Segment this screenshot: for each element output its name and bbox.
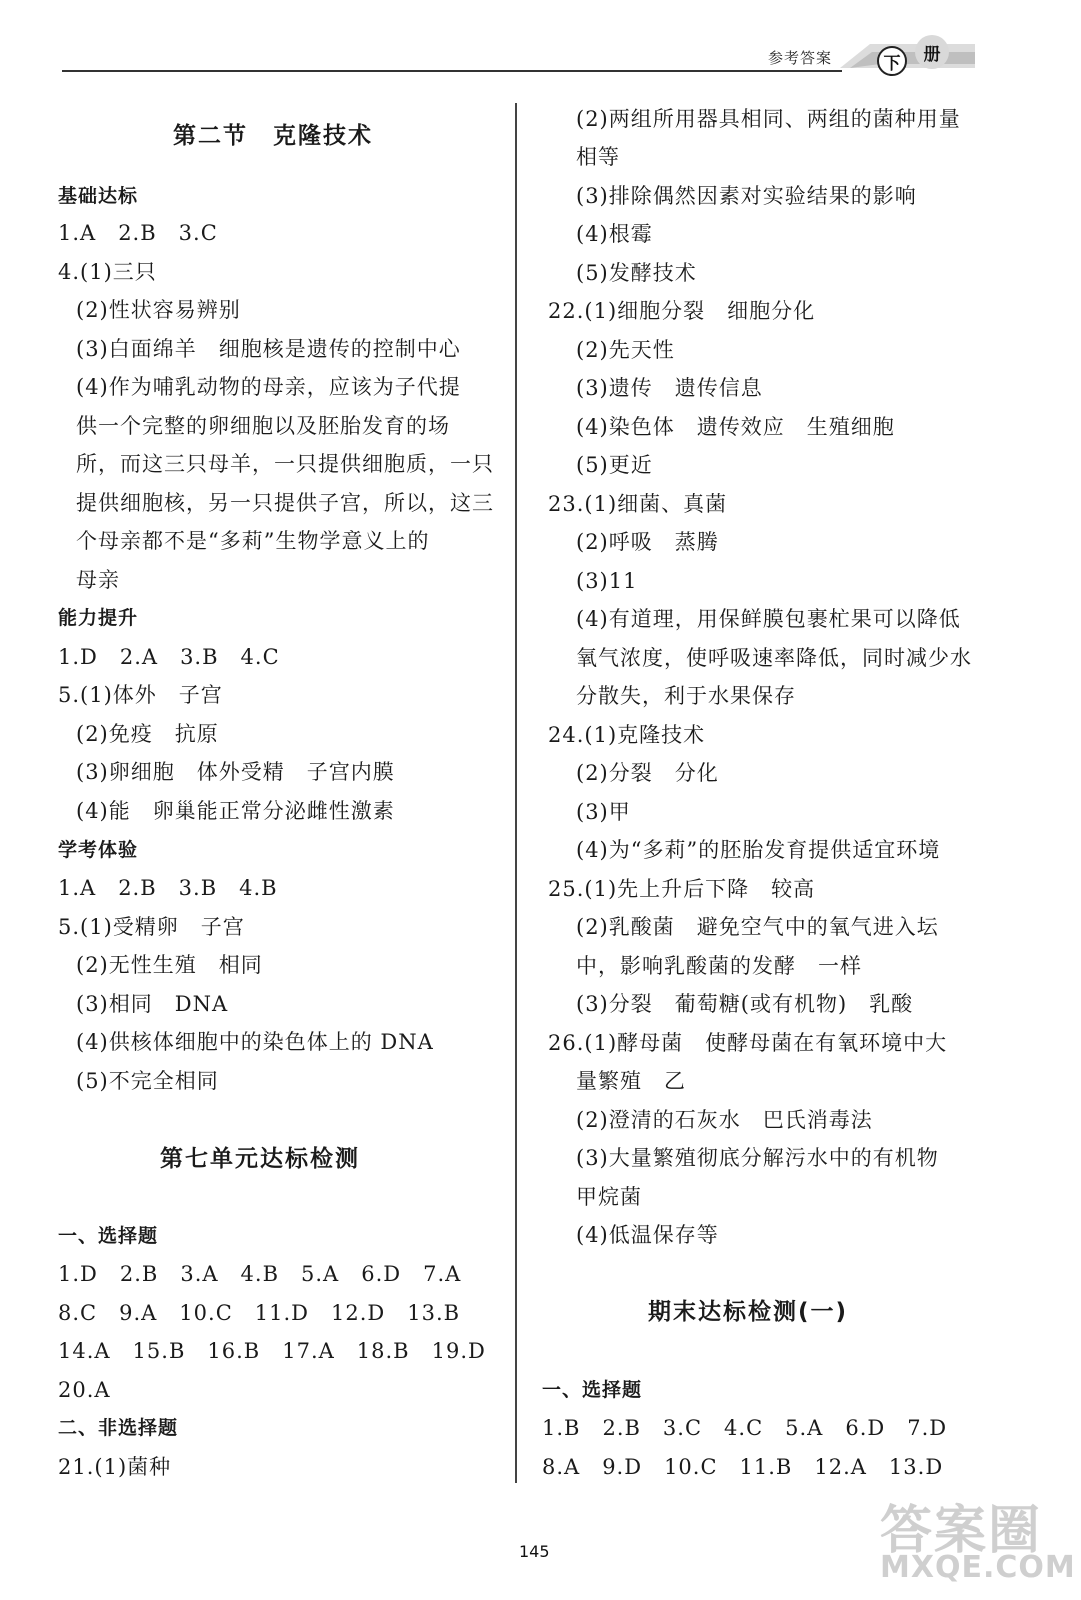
answer-line: (3)大量繁殖彻底分解污水中的有机物 xyxy=(576,1146,939,1170)
answer-line: (4)根霉 xyxy=(576,222,653,246)
answer-line: (5)发酵技术 xyxy=(576,261,697,285)
answer-line: 相等 xyxy=(576,145,620,169)
answer-line: 8.C 9.A 10.C 11.D 12.D 13.B xyxy=(58,1301,461,1325)
answer-line: 1.B 2.B 3.C 4.C 5.A 6.D 7.D xyxy=(542,1416,948,1440)
answer-line: 4.(1)三只 xyxy=(58,260,157,284)
answer-line: 8.A 9.D 10.C 11.B 12.A 13.D xyxy=(542,1455,944,1479)
answer-line: 分散失，利于水果保存 xyxy=(576,684,796,708)
answer-line: 所，而这三只母羊，一只提供细胞质，一只 xyxy=(76,452,494,476)
arrow-band-icon xyxy=(840,38,975,72)
answer-line: 母亲 xyxy=(76,568,120,592)
section-title: 第二节 克隆技术 xyxy=(173,123,373,149)
answer-line: 供一个完整的卵细胞以及胚胎发育的场 xyxy=(76,414,450,438)
answer-line: 氧气浓度，使呼吸速率降低，同时减少水 xyxy=(576,646,972,670)
answer-line: (2)分裂 分化 xyxy=(576,761,719,785)
answer-line: (5)不完全相同 xyxy=(76,1069,219,1093)
answer-line: (2)澄清的石灰水 巴氏消毒法 xyxy=(576,1108,873,1132)
answer-line: (4)低温保存等 xyxy=(576,1223,719,1247)
answer-line: 24.(1)克隆技术 xyxy=(548,723,706,747)
answer-line: (3)相同 DNA xyxy=(76,992,229,1016)
header-label: 参考答案 xyxy=(768,49,833,67)
answer-line: (3)11 xyxy=(576,569,638,593)
answer-line: 22.(1)细胞分裂 细胞分化 xyxy=(548,299,816,323)
volume-badge-lower: 下 xyxy=(877,46,907,76)
watermark-text-top: 答案圈 xyxy=(880,1501,1043,1561)
choice-heading: 一、选择题 xyxy=(58,1225,159,1247)
answer-line: (2)呼吸 蒸腾 xyxy=(576,530,719,554)
answer-line: (4)供核体细胞中的染色体上的 DNA xyxy=(76,1030,434,1054)
ability-heading: 能力提升 xyxy=(58,607,139,629)
final-choice-heading: 一、选择题 xyxy=(542,1379,643,1401)
nonchoice-heading: 二、非选择题 xyxy=(58,1417,179,1439)
answer-line: 中，影响乳酸菌的发酵 一样 xyxy=(576,954,862,978)
answer-line: (2)先天性 xyxy=(576,338,675,362)
answer-line: (4)作为哺乳动物的母亲，应该为子代提 xyxy=(76,375,461,399)
answer-line: 提供细胞核，另一只提供子宫，所以，这三 xyxy=(76,491,494,515)
answer-line: 26.(1)酵母菌 使酵母菌在有氧环境中大 xyxy=(548,1031,948,1055)
answer-line: 甲烷菌 xyxy=(576,1185,642,1209)
answer-line: (4)为“多莉”的胚胎发育提供适宜环境 xyxy=(576,838,941,862)
answer-line: (4)有道理，用保鲜膜包裹杧果可以降低 xyxy=(576,607,961,631)
answer-line: (4)染色体 遗传效应 生殖细胞 xyxy=(576,415,895,439)
answer-line: 21.(1)菌种 xyxy=(58,1455,172,1479)
answer-line: (2)免疫 抗原 xyxy=(76,722,219,746)
answer-line: (3)白面绵羊 细胞核是遗传的控制中心 xyxy=(76,337,461,361)
page-header xyxy=(0,0,1081,80)
unit-title: 第七单元达标检测 xyxy=(160,1146,360,1172)
answer-line: 个母亲都不是“多莉”生物学意义上的 xyxy=(76,529,430,553)
answer-line: 20.A xyxy=(58,1378,111,1402)
answer-line: (2)无性生殖 相同 xyxy=(76,953,263,977)
answer-line: (5)更近 xyxy=(576,453,653,477)
answer-line: 5.(1)受精卵 子宫 xyxy=(58,915,245,939)
answer-line: (3)卵细胞 体外受精 子宫内膜 xyxy=(76,760,395,784)
answer-line: 1.A 2.B 3.C xyxy=(58,221,218,245)
answer-line: 量繁殖 乙 xyxy=(576,1069,686,1093)
page-number: 145 xyxy=(519,1542,550,1561)
basic-heading: 基础达标 xyxy=(58,185,139,207)
answer-line: (4)能 卵巢能正常分泌雌性激素 xyxy=(76,799,395,823)
answer-line: (3)排除偶然因素对实验结果的影响 xyxy=(576,184,917,208)
answer-line: (3)分裂 葡萄糖(或有机物) 乳酸 xyxy=(576,992,914,1016)
column-divider xyxy=(515,103,517,1483)
answer-line: 25.(1)先上升后下降 较高 xyxy=(548,877,816,901)
watermark-text-bottom: MXQE.COM xyxy=(880,1550,1076,1585)
answer-line: (2)两组所用器具相同、两组的菌种用量 xyxy=(576,107,961,131)
answer-line: 1.D 2.B 3.A 4.B 5.A 6.D 7.A xyxy=(58,1262,462,1286)
answer-line: (3)遗传 遗传信息 xyxy=(576,376,763,400)
watermark-logo xyxy=(880,1488,1076,1588)
answer-line: 1.A 2.B 3.B 4.B xyxy=(58,876,278,900)
answer-line: (2)性状容易辨别 xyxy=(76,298,241,322)
answer-line: 14.A 15.B 16.B 17.A 18.B 19.D xyxy=(58,1339,486,1363)
answer-line: 1.D 2.A 3.B 4.C xyxy=(58,645,280,669)
answer-line: 5.(1)体外 子宫 xyxy=(58,683,223,707)
header-rule xyxy=(62,70,842,72)
answer-line: (2)乳酸菌 避免空气中的氧气进入坛 xyxy=(576,915,939,939)
final-title: 期末达标检测(一) xyxy=(648,1299,849,1325)
exam-heading: 学考体验 xyxy=(58,839,139,861)
volume-badge-book: 册 xyxy=(915,35,949,69)
answer-line: (3)甲 xyxy=(576,800,631,824)
answer-line: 23.(1)细菌、真菌 xyxy=(548,492,728,516)
